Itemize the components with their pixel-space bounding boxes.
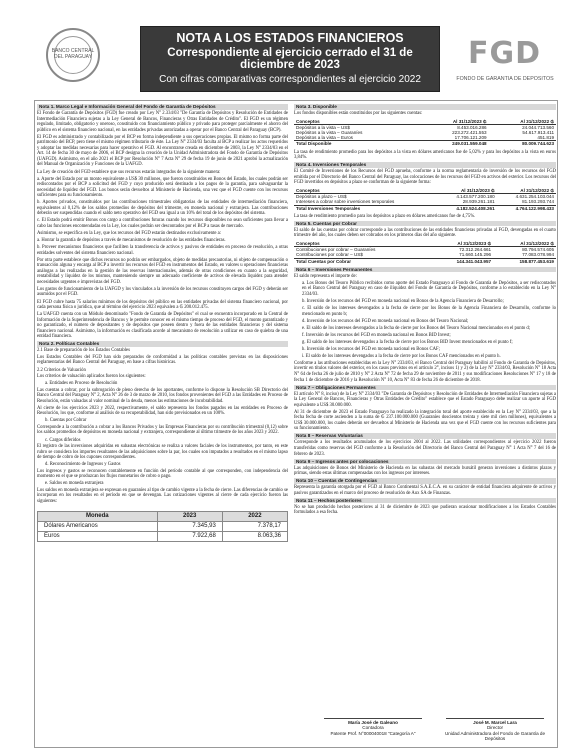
note-6-item: b. Inversión de los recursos del FGD en moneda nacional en Bonos de la Agencia Financiera de Desarrollo;: [302, 298, 504, 304]
table-header: Conceptos: [294, 188, 437, 194]
note-4-heading: Nota 4. Inversiones Temporales: [294, 162, 556, 168]
note-1-paragraph: Por otra parte establece que dichos recursos no podrán ser embargados, objeto de medidas precautorias, ni objeto de compensación o transacción alguna y encarga al BCP a invertir los recursos del FGD en instrumentos del Estado, en valores u operaciones financieras análogas a las realizadas en la gestión de las reservas internacionales, además de otras condiciones en cuanto a la seguridad, rentabilidad y liquidez de los mismos, manteniendo siempre un adecuado coeficiente de activos de elevada liquidez para atender necesidades urgentes e imprevistas del FGD.: [37, 257, 288, 285]
note-7-paragraph: Al 31 de diciembre de 2023 el Estado Paraguayo ha realizado la integración total del aporte establecido en la Ley N° 2334/03, que a la fecha fecha de corte ascienden a la suma de ₲ 237.100.000.000 (Guaraníes doscientos treinta y siete mil cien millones), equivalentes a US$ 30.000.000, los cuales deberán ser devueltos al Ministerio de Hacienda una vez que el FGD cuente con los recursos suficientes para su funcionamiento.: [294, 409, 556, 432]
fgd-logo: [450, 36, 560, 92]
note-4-paragraph: El Comité de Inversiones de los Recursos del FGD aprueba, conforme a la norma reglamentaria de inversión de los recursos del FGD emitida por el Directorio del Banco Central del Paraguay, las colocaciones de los recursos del FGD en activos del exterior. Los recursos del FGD invertidos en depósitos a plazo se conforman de la siguiente forma:: [294, 169, 556, 186]
fgd-logo-caption: FONDO DE GARANTIA DE DEPOSITOS: [456, 76, 554, 82]
table-header: Conceptos: [294, 119, 420, 125]
table-cell: Depósitos a la vista – US$: [296, 124, 350, 130]
table-cell: 81.193.293.744: [522, 199, 554, 205]
note-2-a-heading: a. Entidades en Proceso de Resolución: [45, 381, 118, 387]
table-row: [38, 531, 288, 541]
header-banner: [0, 0, 580, 95]
signatory-role: Director: [486, 725, 504, 731]
seal-text: BANCO CENTRAL DEL PARAGUAY: [51, 48, 95, 60]
note-6-item: e. El saldo de los intereses devengados a la fecha de cierre por los Bonos del Tesoro Nacional mencionados en el punto d;: [302, 325, 531, 331]
table-header: Al 31/12/2023 ₲: [420, 119, 489, 125]
table-cell: Depósitos a plazo – US$: [296, 194, 347, 200]
table-header: Al 31/12/2022 ₲: [489, 119, 556, 125]
table-cell: Total Cuentas por Cobrar: [294, 258, 430, 264]
table-cell: 158.877.453.619: [493, 258, 556, 264]
note-11-paragraph: No se han producido hechos posteriores al 31 de diciembre de 2023 que pudieran ocasionar modificaciones a los Estados Contables formulados a esa fecha.: [294, 504, 556, 516]
table-cell: 7.345,93: [157, 521, 222, 531]
note-7-heading: Nota 7 – Obligaciones Permanentes: [294, 385, 556, 391]
note-2-paragraph: Corresponde a la contribución a cobrar a los Bancos Privados y las Empresas Financieras por su contribución trimestral (0,12) sobre los saldos promedios de depósitos en moneda nacional y extranjera, correspondiente al último trimestre de los años 2023 y 2022.: [37, 424, 288, 436]
table-cell: 54.617.913.411: [522, 130, 554, 135]
table-cell: 24.044.713.560: [522, 124, 554, 130]
note-11-heading: Nota 11 – Hechos posteriores: [294, 498, 556, 504]
note-3-paragraph: Los fondos disponibles están constituidos por las siguientes cuentas:: [294, 111, 423, 117]
note-6-item: d. Inversión de los recursos del FGD en moneda nacional en Bonos del Tesoro Nacional;: [302, 318, 469, 324]
note-5-heading: Nota 5. Cuentas por Cobrar: [294, 221, 556, 227]
table-header: Al 31/12/2022 ₲: [497, 188, 556, 194]
table-header: Moneda: [38, 511, 158, 521]
table-cell: 80.794.574.605: [522, 247, 554, 253]
note-9-heading: Nota 9 – Ingresos antes por colocaciones: [294, 459, 556, 465]
table-header: 2022: [222, 511, 287, 521]
table-total-row: [294, 258, 556, 264]
note-6-paragraph: El saldo representa el importe de:: [294, 273, 357, 279]
note-1-paragraph: La UAFGD cuenta con un Módulo denominado "Fondo de Garantía de Depósitos" el cual se encuentra incorporado en la Central de Información de la Superintendencia de Bancos y le permite conocer en el mismo tiempo de proceso del FGD, el monto garantizado y no garantizado, el número de depositantes y de depósitos que poseen dentro y fuera de las entidades financieras y del sistema financiero nacional. Asimismo, la información es clasificada acorde al mecanismo de resolución a utilizar en caso de quiebra de una entidad financiera.: [37, 312, 288, 340]
signatory-unit: Unidad Administradora del Fondo de Garantía de Depósitos: [444, 730, 546, 741]
note-8-heading: Nota 8 – Reservas Voluntarias: [294, 433, 556, 439]
table-cell: 4.764.122.998.433: [497, 205, 556, 211]
table-cell: 80.009.744.623: [489, 141, 556, 147]
note-6-item: a. Los Bonos del Tesoro Público recibidos como aporte del Estado Paraguayo al Fondo de Garantía de Depósitos, a ser rediscontados en el Banco Central del Paraguay en caso de iliquidez del Fondo de Garantía de Depósitos, conforme a lo establecido en la Ley N° 2334/03.: [302, 280, 556, 297]
signatory-name: José M. Marcel Lara: [473, 720, 517, 725]
note-2-paragraph: Los ingresos y gastos se reconocen contablemente en función del período contable al que corresponden, con independencia del momento en el que se produzcan los flujos monetarios de cobro o pago.: [37, 468, 288, 480]
note-1-paragraph: El Fondo de Garantía de Depósitos (FGD) fue creado por Ley N° 2.334/03 "De Garantía de Depósitos y Resolución de Entidades de Intermediación Financiera sujetas a la Ley General de Bancos, Financieras y Otras Entidades de Crédito". El FGD es un régimen regulado, limitado, obligatorio y oneroso, constituido con financiamiento público y privado para proteger parcialmente el ahorro del público en el sistema financiero nacional, en las entidades privadas autorizadas a operar por el Banco Central del Paraguay (BCP).: [37, 111, 288, 133]
exchange-rate-table: [37, 511, 288, 542]
note-1-paragraph: Asimismo, se especifica en la Ley, que los recursos del FGD estarán destinados exclusivamente a:: [37, 230, 222, 236]
table-cell: 4.143.577.200.180: [456, 194, 495, 200]
note-4-paragraph: La tasa de rendimiento promedio para los depósitos a plazo en dólares americanos fue de 4,75%.: [294, 213, 476, 219]
note-2-b-heading: b. Cuentas por Cobrar: [45, 418, 87, 424]
note-3-paragraph: La tasa de rendimiento promedio para los depósitos a la vista en dólares americanos fue de 5,02% y para los depósitos a la vista en euros 3,84%.: [294, 149, 556, 161]
note-1-paragraph: Los gastos de funcionamiento de la UAFGD y los vinculados a la inversión de los recursos constituyen cargos del FGD y deberán ser asumidos por el FGD.: [37, 286, 288, 298]
note-6-item: c. El saldo de los intereses devengados a la fecha de cierre por los Bonos de la Agencia Financiera de Desarrollo, conforme lo mencionado en punto b;: [302, 305, 556, 317]
table-cell: Total Inversiones Temporales: [294, 205, 437, 211]
table-cell: Euros: [38, 531, 158, 541]
note-2-d-heading: d. Reconocimiento de Ingresos y Gastos: [45, 462, 121, 468]
note-6-heading: Nota 6 – Inversiones Permanentes: [294, 267, 556, 273]
note-2-1-heading: 2.1 Base de preparación de los Estados Contables: [37, 348, 130, 354]
table-cell: Dólares Americanos: [38, 521, 158, 531]
table-cell: 8.453.016.286: [457, 124, 487, 130]
table-cell: Total Disponible: [294, 141, 420, 147]
table-cell: 17.706.121.209: [454, 135, 487, 141]
table-row: [38, 521, 288, 531]
note-2-paragraph: Los saldos en moneda extranjera se expresan en guaraníes al tipo de cambio vigente a la fecha de cierre. Las diferencias de cambio se incorporan en los resultados en el período en que se devengan. Las cotizaciones vigentes al cierre de cada ejercicio fueron las siguientes:: [37, 487, 288, 504]
table-cell: 7.378,17: [222, 521, 287, 531]
table-cell: 4.631.254.103.044: [515, 194, 554, 200]
table-cell: 28.939.261.181: [462, 199, 495, 205]
table-cell: Contribuciones por cobrar – Guaraníes: [296, 247, 376, 253]
note-2-heading: Nota 2. Políticas Contables: [37, 341, 288, 347]
document-subtitle: Correspondiente al ejercicio cerrado el 31 de diciembre de 2023: [167, 47, 413, 71]
table-cell: Depósitos a la vista – Euros: [296, 135, 353, 141]
table-header: Al 31/12/2022 ₲: [493, 241, 556, 247]
note-1-paragraph: La Ley de creación del FGD establece que sus recursos estarán integrados de la siguiente manera:: [37, 169, 221, 175]
signature-line: [446, 718, 544, 719]
note-2-paragraph: Los criterios de valuación aplicados fueron los siguientes:: [37, 374, 146, 380]
signature-accountant: [318, 718, 428, 736]
table-cell: 77.083.078.994: [522, 252, 554, 258]
table-cell: 8.063,36: [222, 531, 287, 541]
left-column: [37, 103, 288, 743]
table-cell: 72.312.264.661: [459, 247, 492, 253]
note-1-item: a. Honrar la garantía de depósitos a través de mecanismos de resolución de las entidades financieras.: [37, 238, 226, 244]
table-cell: Depósitos a la vista – Guaraníes: [296, 130, 363, 135]
note-2-paragraph: Al cierre de los ejercicios 2023 y 2022, respectivamente, el saldo representa los fondos pagados en las entidades en Proceso de Resolución, los que, conforme al análisis de su recuperabilidad, han sido previsionados en un 100%.: [37, 405, 288, 417]
note-1-item: b. Proveer mecanismos financieros que faciliten la transferencia de activos y pasivos de entidades en proceso de resolución, a otras entidades solventes del sistema financiero nacional.: [37, 245, 288, 256]
table-header: Al 31/12/2023 ₲: [430, 241, 493, 247]
note-6-item: i. El saldo de los intereses devengados a la fecha de cierre por los Bonos CAF mencionados en el punto h.: [302, 353, 501, 359]
note-10-paragraph: Representa la garantía otorgada por el FGD al Banco Continental S.A.E.C.A. en su carácter de entidad financiera adquirente de activos y pasivos garantizados en el marco del proceso de resolución de Aux SA de Finanzas.: [294, 485, 556, 496]
signature-line: [324, 718, 422, 719]
note-3-heading: Nota 3. Disponible: [294, 104, 556, 110]
table-total-row: [294, 205, 556, 211]
note-7-paragraph: El artículo N° 8, inciso) de la Ley N° 2334/03 "De Garantía de Depósitos y Resolución de Entidades de Intermediación Financiera sujetas a la Ley General de Bancos, Financieras y Otras Entidades de Crédito" establece que el Estado Paraguayo debe realizar un aporte al FGD equivalente a US$ 30.000.000.: [294, 391, 556, 408]
signatory-name: María José de Galeano: [348, 720, 398, 725]
table-cell: 144.341.043.957: [430, 258, 493, 264]
note-1-item: c. El Estado podrá emitir Bonos con cargo a contribuciones futuras cuando los recursos disponibles no sean suficientes para llevar a cabo las funciones encomendadas en la Ley, los cuales podrán ser descontados por el BCP a tasas de mercado.: [37, 218, 288, 229]
signatory-registration: Patente Prof. N°000040018 "Categoría A": [330, 730, 416, 736]
investments-table: [294, 188, 556, 211]
note-6-item: f. Inversión de los recursos del FGD en moneda nacional en Bonos BID Invest;: [302, 332, 451, 338]
signature-director: [440, 718, 550, 741]
disponible-table: [294, 119, 556, 147]
note-6-item: g. El saldo de los intereses devengados a la fecha de cierre por los Bonos BID Invest mencionados en el punto f;: [302, 339, 513, 345]
document-title: NOTA A LOS ESTADOS FINANCIEROS: [176, 31, 404, 45]
note-8-paragraph: Corresponde a los resultados acumulados de los ejercicios 2004 al 2022. Las utilidades correspondientes al ejercicio 2022 fueron transferidas como reservas del FGD conforme a la Resolución del Directorio del Banco Central del Paraguay N° 1 Acta N° 7 del 16 de febrero de 2023.: [294, 440, 556, 457]
note-6-item: h. Inversión de los recursos del FGD en moneda nacional en Bonos CAF;: [302, 346, 440, 352]
table-header: 2023: [157, 511, 222, 521]
fgd-logo-mark: FGD: [468, 36, 542, 71]
table-total-row: [294, 141, 556, 147]
table-cell: Intereses a cobrar sobre inversiones temporales: [296, 199, 395, 205]
note-2-e-heading: e. Saldos en moneda extranjera: [45, 481, 104, 487]
table-cell: 7.922,68: [157, 531, 222, 541]
title-box: [140, 26, 440, 92]
note-5-paragraph: El saldo de las cuentas por cobrar corresponde a las contribuciones de las entidades financieras privadas al FGD, devengadas en el cuarto trimestre del año, los cuales deben ser cobrados en los primeros días del año siguiente.: [294, 227, 556, 239]
receivables-table: [294, 241, 556, 264]
note-2-c-heading: c. Cargos diferidos: [45, 437, 81, 443]
note-9-paragraph: Las adquisiciones de Bonos del Ministerio de Hacienda en las subastas del mercado bursátil generan inversiones a distintos plazos y primas, siendo estas últimas compensadas con los ingresos por intereses.: [294, 465, 556, 477]
note-1-item: a. Aporte del Estado por un monto equivalente a US$ 30 millones, que fueron constituidos en Bonos del Estado, los cuales podrán ser rediscontados por el BCP a solicitud del FGD y cuyo producido será destinado a los pagos de la garantía, para salvaguardar la necesidad de liquidez del FGD. Los bonos serán devueltos al Ministerio de Hacienda, una vez que el FGD cuente con los recursos suficientes para su funcionamiento.: [37, 176, 288, 199]
table-cell: 451.819: [537, 135, 554, 141]
table-header: Conceptos: [294, 241, 430, 247]
note-2-paragraph: Las cuentas a cobrar, por la subrogación de pleno derecho de los aportantes, conforme lo dispone la Resolución SB Directorio del Banco Central del Paraguay N° 2, Acta N° 26 de 3 de marzo de 2010, los fondos provenientes del FGD a las Entidades en Proceso de Resolución, están valuadas al valor nominal de la deuda, menos las estimaciones de incobrabilidad.: [37, 387, 288, 404]
note-2-paragraph: El registro de las inversiones adquiridas en subastas electrónicas se realiza a valores faciales de los instrumentos, por tanto, en este rubro se considera los importes resultantes de las adquisiciones sobre la par, los cuales son imputados a resultados en el mismo lapso de tiempo de cobro de los cupones correspondientes.: [37, 444, 288, 461]
central-bank-seal-icon: [46, 28, 100, 82]
table-cell: 71.660.145.296: [459, 252, 492, 258]
table-cell: Contribuciones por cobrar – US$: [296, 252, 363, 258]
comparative-note: Con cifras comparativas correspondientes al ejercicio 2022: [159, 74, 421, 85]
note-2-paragraph: Los Estados Contables del FGD han sido preparados de conformidad a las políticas contables previstas en las disposiciones reglamentarias del Banco Central del Paraguay, en base a cifras históricas.: [37, 354, 288, 366]
note-2-2-heading: 2.2 Criterios de Valuación: [37, 367, 86, 373]
table-header: Al 31/12/2023 ₲: [437, 188, 496, 194]
table-cell: 249.031.559.048: [420, 141, 489, 147]
note-1-paragraph: El FGD es administrado y contabilizado por el BCP en forma independiente a sus operaciones propias. El mismo no forma parte del patrimonio del BCP, pero tiene el mismo régimen tributario de éste. La Ley N° 2334/03 faculta al BCP a realizar los actos requeridos y adoptar las medidas necesarias para hacer operativo el FGD. Al encontrarse creada en diciembre de 2003, la Ley N° 2334/03 en el Art. 14 de fecha 30 de mayo de 2006, el BCP designa la creación de la Unidad Administradora del Fondo de Garantía de Depósitos (UAFGD). Asimismo, en el año 2021 el BCP por Resolución N° 7 Acta N° 29 de fecha 19 de junio de 2021 aprobó la actualización del Manual de Organización y Funciones de la UAFGD.: [37, 134, 288, 168]
note-10-heading: Nota 10 – Cuentas de Contingencias: [294, 478, 556, 484]
note-1-item: b. Aportes privados, constituidos por las contribuciones trimestrales obligatorias de las entidades de intermediación financiera, equivalentes al 0,12% de los saldos promedios de depósitos del trimestre, en moneda nacional y extranjera. Las contribuciones deberán ser suspendidas cuando el saldo neto operativo del FGD sea igual a un 10% del total de los depósitos del sistema.: [37, 200, 288, 217]
signatory-role: Contadora: [362, 725, 384, 731]
note-1-heading: Nota 1. Marco Legal e Información General del Fondo de Garantía de Depósitos: [37, 104, 288, 110]
table-cell: 223.272.421.553: [452, 130, 487, 135]
note-6-paragraph: Conforme a las atribuciones establecidas en la Ley N° 2334/03, el Banco Central del Paraguay habilitó al Fondo de Garantía de Depósitos, invertir en títulos valores del exterior, en los casos previstos en el artículo 2°, incisos 1) y 2) de la Ley N° 2334/03, Resolución N° 18 Acta N° 64 de fecha 26 de julio de 2010 y N° 2 Acta N° 72 de fecha 29 de noviembre de 2011 y sus modificaciones Resoluciones N° 17 y 18 de fecha 1 de diciembre de 2016 y la Resolución N° 10, Acta N° 83 de fecha 26 de diciembre de 2018.: [294, 360, 556, 383]
note-1-paragraph: El FGD cubre hasta 75 salarios mínimos de los depósitos del público en las entidades privadas del sistema financiero nacional, por cada persona física o jurídica, que al término del ejercicio 2023 equivalen a ₲ 200.012.475.: [37, 299, 288, 311]
right-column: [294, 103, 556, 743]
table-cell: 4.182.524.408.261: [437, 205, 496, 211]
